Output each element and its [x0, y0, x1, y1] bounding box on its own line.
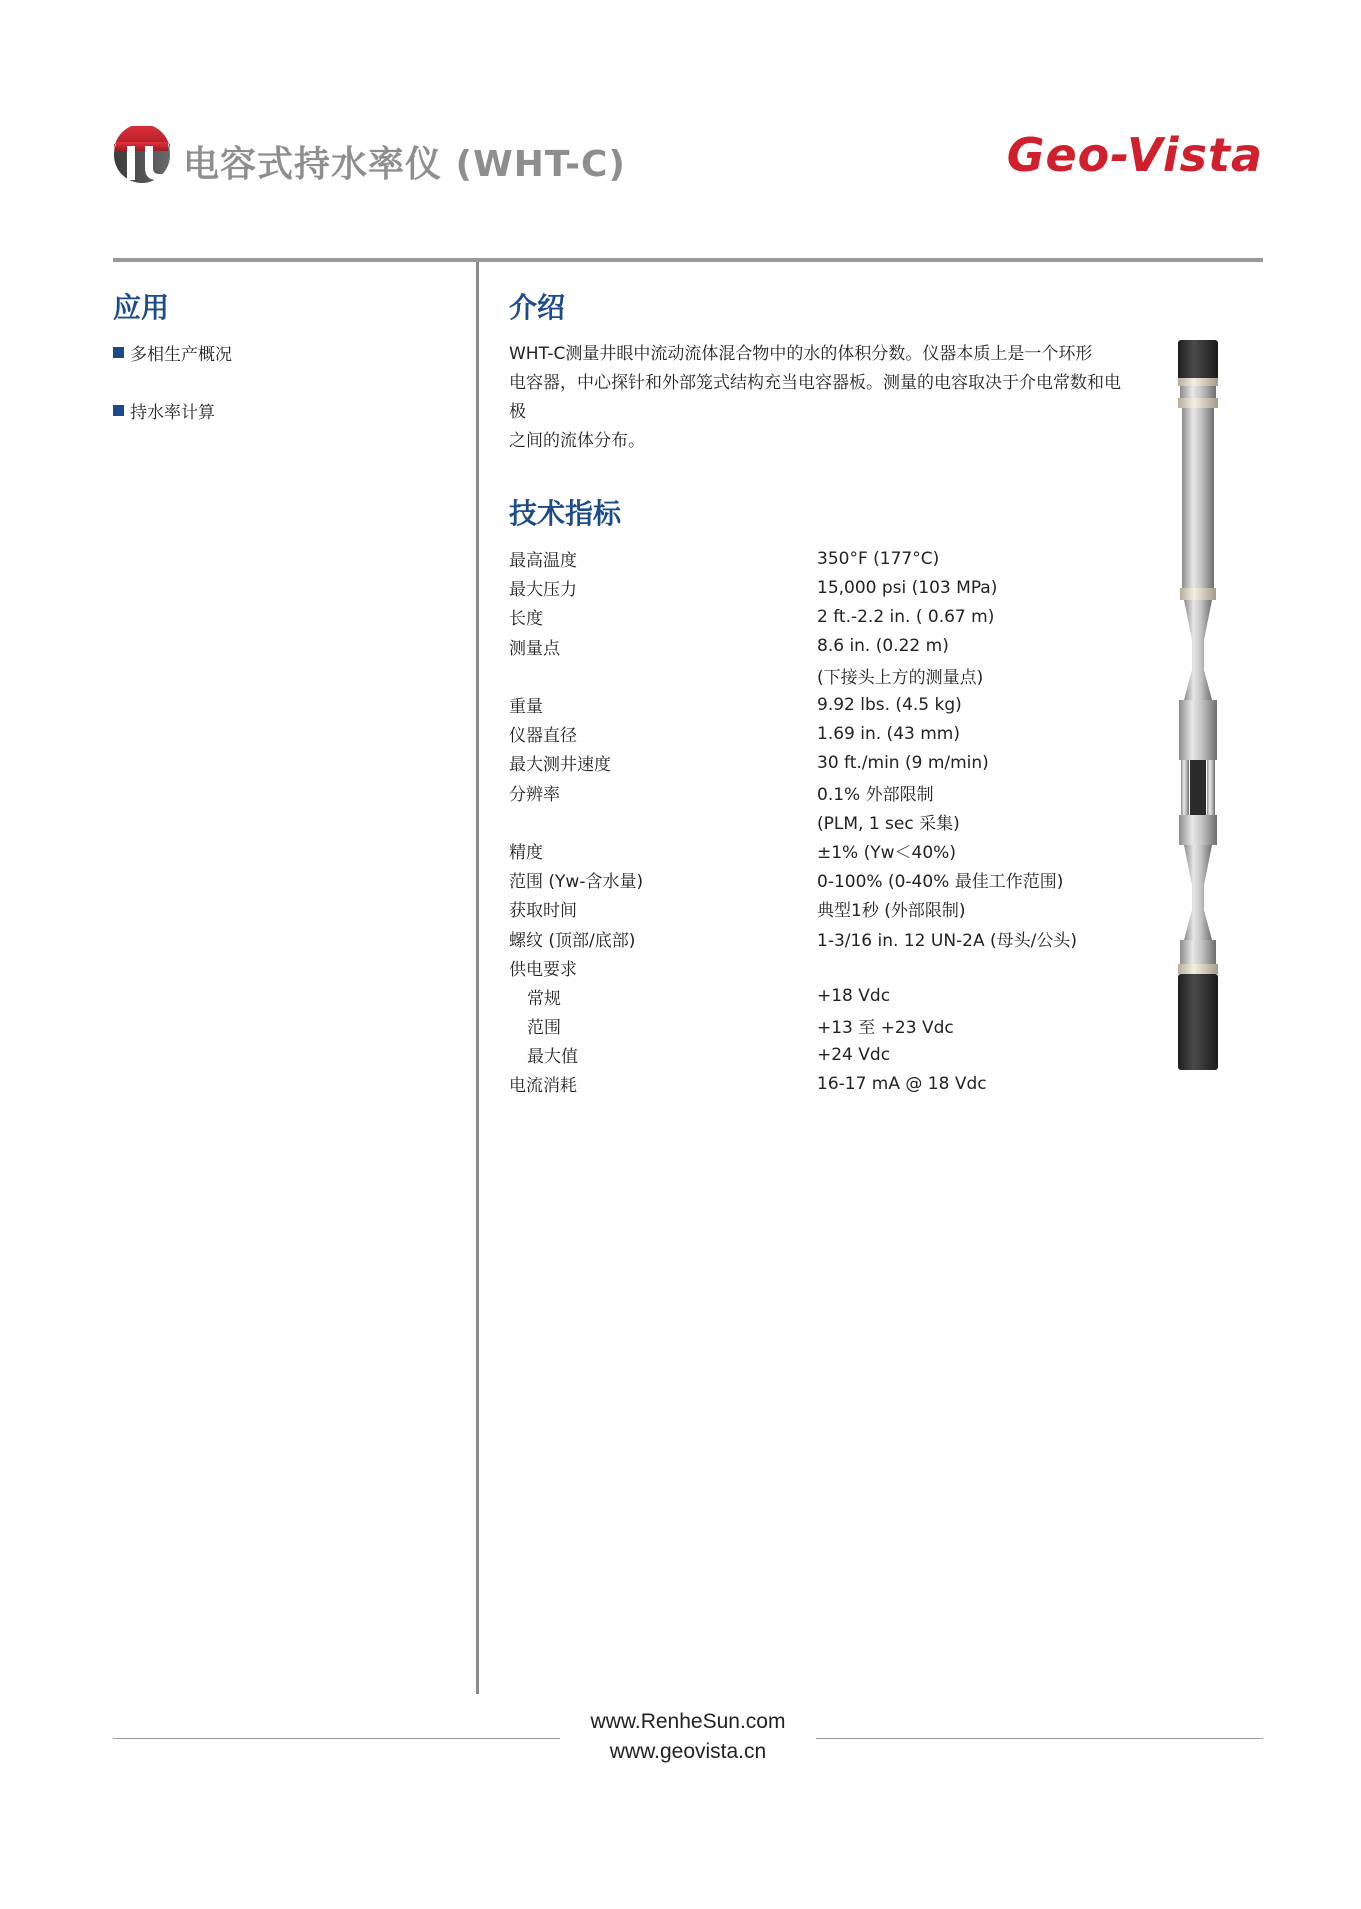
- intro-line: 电容器，中心探针和外部笼式结构充当电容器板。测量的电容取决于介电常数和电极: [509, 373, 1121, 422]
- spec-value: +13 至 +23 Vdc: [817, 1018, 954, 1039]
- footer-divider-right: [816, 1738, 1263, 1739]
- table-row: [509, 748, 1109, 777]
- spec-value: 9.92 lbs. (4.5 kg): [817, 694, 962, 715]
- spec-key: 常规: [527, 988, 561, 1009]
- table-row: [509, 894, 1109, 923]
- spec-key: 长度: [509, 609, 543, 630]
- spec-key: 仪器直径: [509, 726, 577, 747]
- table-row: [509, 923, 1109, 952]
- spec-value: 30 ft./min (9 m/min): [817, 752, 989, 773]
- table-row: [509, 953, 1109, 982]
- table-row: [509, 573, 1109, 602]
- table-row: [509, 778, 1109, 807]
- spec-key: 测量点: [509, 638, 560, 659]
- footer-link-geovista[interactable]: www.geovista.cn: [609, 1740, 767, 1763]
- intro-line: 之间的流体分布。: [509, 431, 645, 451]
- spec-key: 供电要求: [509, 959, 577, 980]
- table-row: [509, 836, 1109, 865]
- specifications-heading: 技术指标: [509, 497, 622, 530]
- table-row: [509, 982, 1109, 1011]
- spec-key: 精度: [509, 842, 543, 863]
- spec-key: 最大压力: [509, 580, 577, 601]
- column-divider: [476, 262, 479, 1694]
- spec-value: 典型1秒 (外部限制): [817, 901, 966, 922]
- spec-value: 16-17 mA @ 18 Vdc: [817, 1073, 987, 1094]
- bullet-square-icon: [113, 405, 124, 416]
- introduction-heading: 介绍: [509, 291, 566, 324]
- spec-value: (下接头上方的测量点): [817, 667, 984, 688]
- page-title: 电容式持水率仪 (WHT-C): [183, 144, 626, 185]
- spec-value: ±1% (Yw＜40%): [817, 842, 956, 863]
- introduction-paragraph: [509, 340, 1129, 456]
- application-label: 持水率计算: [130, 402, 215, 423]
- bullet-square-icon: [113, 347, 124, 358]
- list-item: [113, 398, 453, 422]
- application-label: 多相生产概况: [130, 344, 232, 365]
- page-header: [113, 126, 1263, 190]
- spec-value: 0.1% 外部限制: [817, 784, 934, 805]
- spec-value: 15,000 psi (103 MPa): [817, 577, 998, 598]
- spec-value: 2 ft.-2.2 in. ( 0.67 m): [817, 606, 995, 627]
- spec-key: 螺纹 (顶部/底部): [509, 930, 636, 951]
- spec-value: 1.69 in. (43 mm): [817, 723, 960, 744]
- footer-divider-left: [113, 1738, 560, 1739]
- table-row: [509, 865, 1109, 894]
- specifications-table: [509, 544, 1109, 1099]
- spec-key: 最大值: [527, 1047, 578, 1068]
- spec-key: 分辨率: [509, 784, 560, 805]
- table-row: [509, 661, 1109, 690]
- spec-key: 范围: [527, 1018, 561, 1039]
- footer-link-renhesun[interactable]: www.RenheSun.com: [590, 1710, 786, 1733]
- spec-key: 重量: [509, 697, 543, 718]
- spec-value: +18 Vdc: [817, 986, 891, 1007]
- spec-key: 最大测井速度: [509, 755, 611, 776]
- spec-value: 1-3/16 in. 12 UN-2A (母头/公头): [817, 930, 1078, 951]
- wht-c-tool-icon: [1176, 340, 1220, 1070]
- table-row: [509, 1069, 1109, 1098]
- spec-key: 电流消耗: [509, 1076, 577, 1097]
- spec-value: 350°F (177°C): [817, 548, 940, 569]
- header-divider: [113, 258, 1263, 262]
- spec-value: +24 Vdc: [817, 1044, 891, 1065]
- applications-list: [113, 340, 453, 422]
- spec-value: 0-100% (0-40% 最佳工作范围): [817, 872, 1064, 893]
- intro-line: WHT-C测量井眼中流动流体混合物中的水的体积分数。仪器本质上是一个环形: [509, 344, 1093, 364]
- spec-value: 8.6 in. (0.22 m): [817, 636, 949, 657]
- table-row: [509, 719, 1109, 748]
- table-row: [509, 1011, 1109, 1040]
- applications-heading: 应用: [113, 291, 170, 324]
- spec-key: 获取时间: [509, 901, 577, 922]
- table-row: [509, 1040, 1109, 1069]
- list-item: [113, 340, 453, 364]
- table-row: [509, 632, 1109, 661]
- table-row: [509, 690, 1109, 719]
- spec-key: 范围 (Yw-含水量): [509, 872, 644, 893]
- spec-value: (PLM, 1 sec 采集): [817, 813, 960, 834]
- spec-key: 最高温度: [509, 551, 577, 572]
- table-row: [509, 544, 1109, 573]
- table-row: [509, 807, 1109, 836]
- brand-logo-text: Geo-Vista: [1006, 128, 1263, 182]
- company-logo-icon: [113, 126, 171, 184]
- table-row: [509, 602, 1109, 631]
